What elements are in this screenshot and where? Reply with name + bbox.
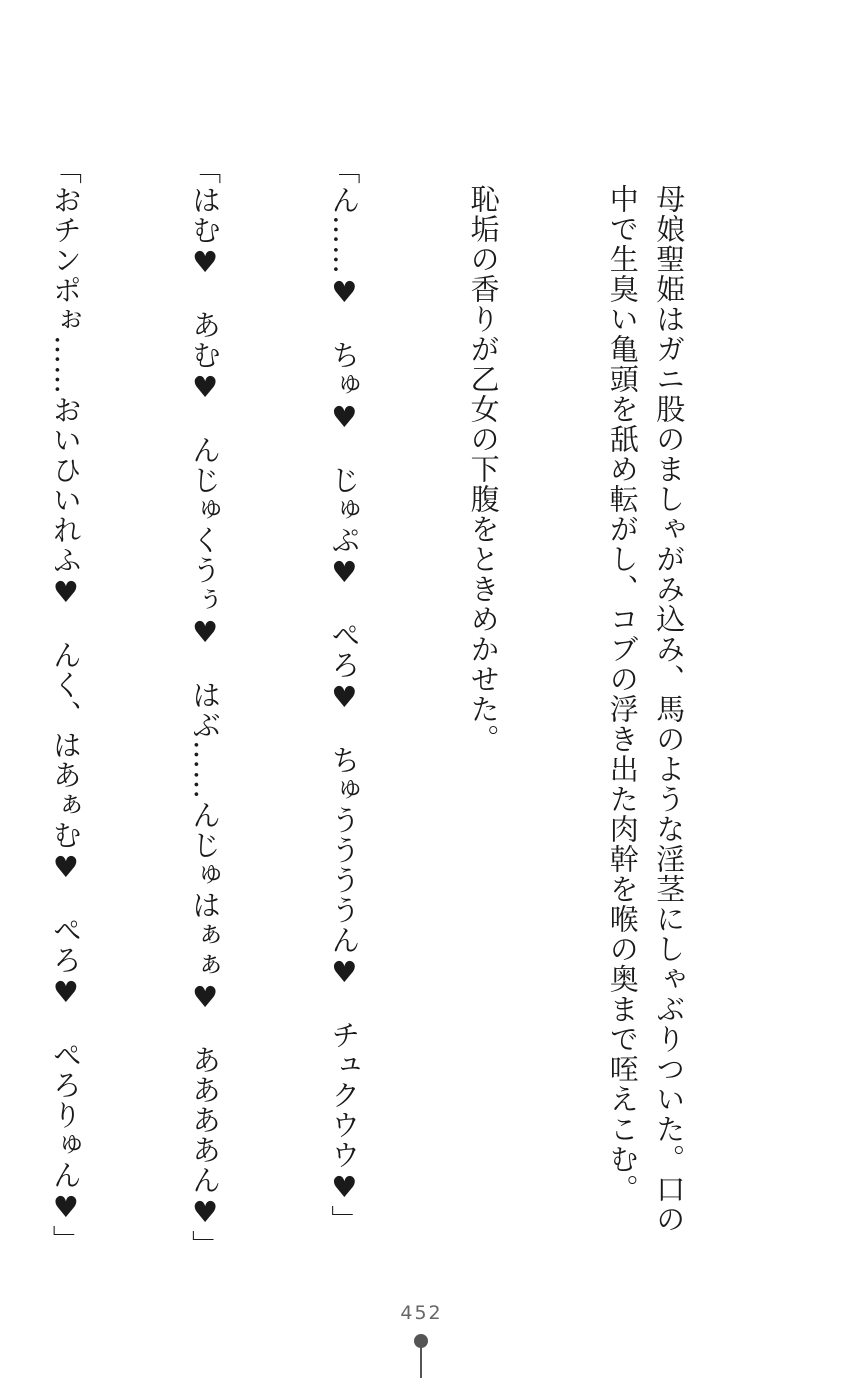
dialogue-line: 「おチンポぉ……おいひいれふ♥ んく、はあぁむ♥ ぺろ♥ ぺろりゅん♥」 bbox=[48, 155, 83, 1255]
folio-ornament-line bbox=[420, 1346, 422, 1378]
paragraph: 母娘聖姫はガニ股のましゃがみ込み、馬のような淫茎にしゃぶりついた。口の中で生臭い亀頭を舐め転がし、コブの浮き出た肉幹を喉の奥まで咥えこむ。 bbox=[605, 184, 687, 1234]
paragraph: 恥垢の香りが乙女の下腹をときめかせた。 bbox=[466, 184, 501, 754]
body-text bbox=[0, 155, 785, 1260]
page-number: 452 bbox=[400, 1302, 443, 1324]
dialogue-line: 「はむ♥ あむ♥ んじゅくうぅ♥ はぶ……んじゅはぁぁ♥ ああああん♥」 bbox=[188, 155, 223, 1260]
dialogue-line: 「ん……♥ ちゅ♥ じゅぷ♥ ぺろ♥ ちゅううううん♥ チュクウウ♥」 bbox=[327, 155, 362, 1235]
